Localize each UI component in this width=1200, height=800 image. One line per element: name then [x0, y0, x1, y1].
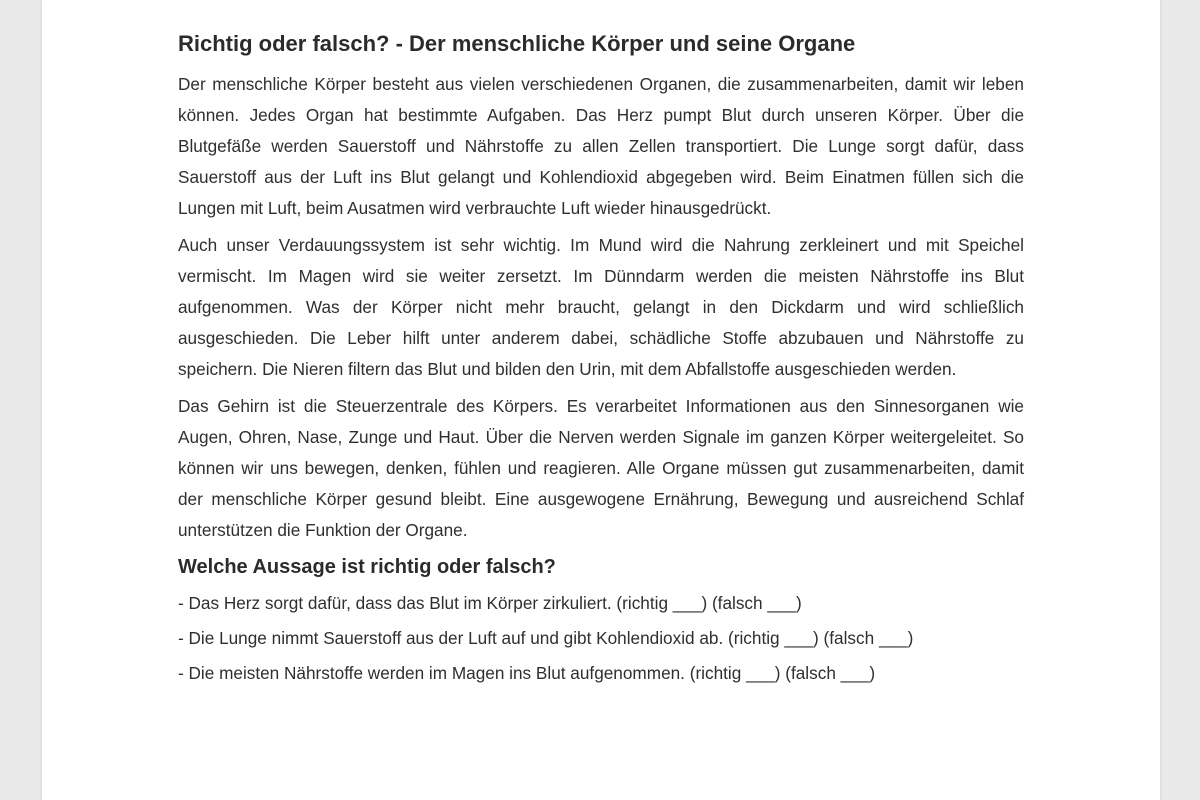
statement-1: - Das Herz sorgt dafür, dass das Blut im Körper zirkuliert. (richtig ___) (falsch ___): [178, 593, 802, 613]
question-heading: Welche Aussage ist richtig oder falsch?: [178, 556, 556, 578]
page-content: [178, 28, 1024, 693]
statement-2: - Die Lunge nimmt Sauerstoff aus der Luft auf und gibt Kohlendioxid ab. (richtig ___) (falsch ___): [178, 628, 914, 648]
paragraph-3: Das Gehirn ist die Steuerzentrale des Körpers. Es verarbeitet Informationen aus den Sinnesorganen wie Augen, Ohren, Nase, Zunge und Haut. Über die Nerven werden Signale im ganzen Körper weitergeleitet. So können wir uns bewegen, denken, fühlen und reagieren. Alle Organe müssen gut zusammenarbeiten, damit der menschliche Körper gesund bleibt. Eine ausgewogene Ernährung, Bewegung und ausreichend Schlaf unterstützen die Funktion der Organe.: [178, 396, 1024, 540]
document-title: Richtig oder falsch? - Der menschliche Körper und seine Organe: [178, 31, 856, 56]
paragraph-1: Der menschliche Körper besteht aus vielen verschiedenen Organen, die zusammenarbeiten, damit wir leben können. Jedes Organ hat bestimmte Aufgaben. Das Herz pumpt Blut durch unseren Körper. Über die Blutgefäße werden Sauerstoff und Nährstoffe zu allen Zellen transportiert. Die Lunge sorgt dafür, dass Sauerstoff aus der Luft ins Blut gelangt und Kohlendioxid abgegeben wird. Beim Einatmen füllen sich die Lungen mit Luft, beim Ausatmen wird verbrauchte Luft wieder hinausgedrückt.: [178, 74, 1024, 218]
paragraph-2: Auch unser Verdauungssystem ist sehr wichtig. Im Mund wird die Nahrung zerkleinert und mit Speichel vermischt. Im Magen wird sie weiter zersetzt. Im Dünndarm werden die meisten Nährstoffe ins Blut aufgenommen. Was der Körper nicht mehr braucht, gelangt in den Dickdarm und wird schließlich ausgeschieden. Die Leber hilft unter anderem dabei, schädliche Stoffe abzubauen und Nährstoffe zu speichern. Die Nieren filtern das Blut und bilden den Urin, mit dem Abfallstoffe ausgeschieden werden.: [178, 235, 1024, 379]
statement-3: - Die meisten Nährstoffe werden im Magen ins Blut aufgenommen. (richtig ___) (falsch ___): [178, 663, 876, 683]
document-page: [42, 0, 1160, 800]
